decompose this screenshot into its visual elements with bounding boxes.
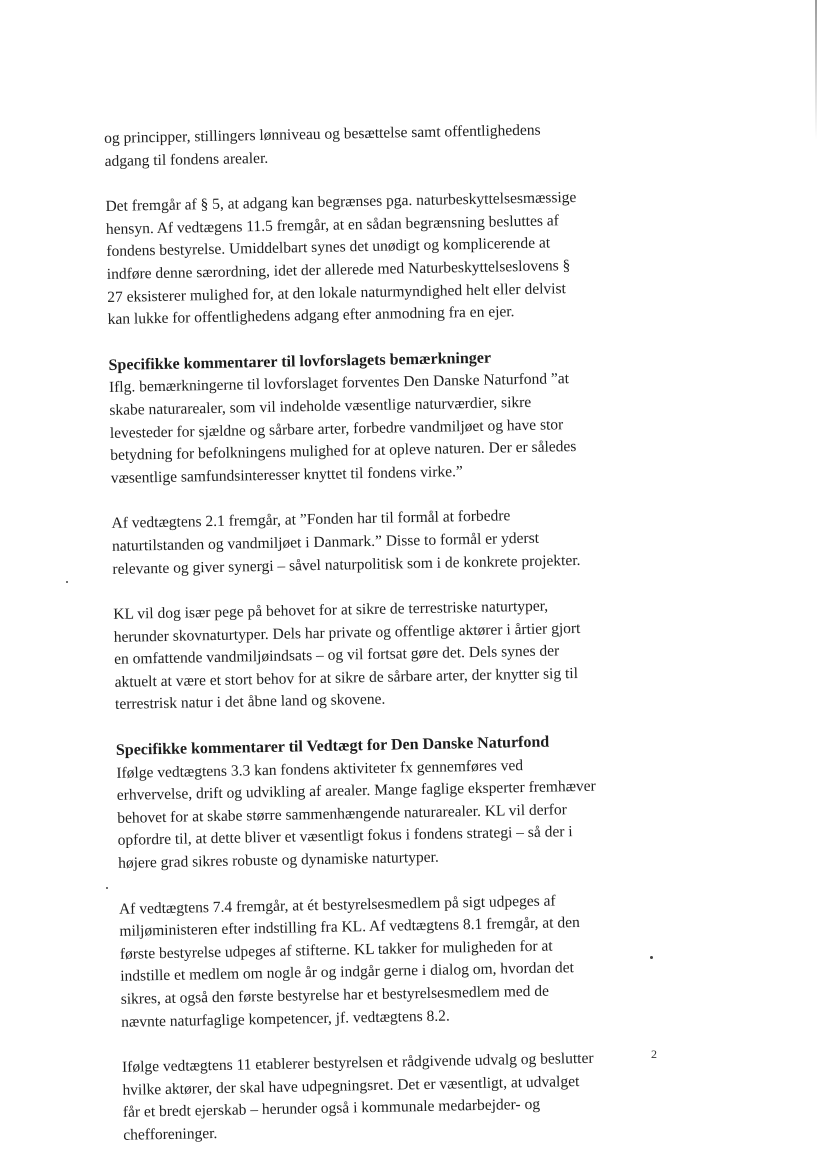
text-line: får et bredt ejerskab – herunder også i kommunale medarbejder- og [122,1096,541,1122]
text-line: KL vil dog især pege på behovet for at sikre de terrestriske naturtyper, [113,597,549,624]
text-line: relevante og giver synergi – såvel naturpolitisk som i de konkrete projekter. [112,551,581,578]
text-line: miljøministeren efter indstilling fra KL. Af vedtægtens 8.1 fremgår, at den [119,914,580,941]
text-line: aktuelt at være et stort behov for at sikre de sårbare arter, der knytter sig til [114,664,579,691]
paragraph-4 [111,503,632,581]
text-line: væsentlige samfundsinteresser knyttet til fondens virke.” [110,462,463,487]
document-page [104,118,644,1170]
text-line: kan lukke for offentlighedens adgang efter anmodning fra en ejer. [107,303,515,329]
scan-speck [650,956,653,959]
text-line: fondens bestyrelse. Umiddelbart synes det unødigt og komplicerende at [106,234,551,261]
section-heading: Specifikke kommentarer til lovforslagets bemærkninger [108,349,492,374]
scan-edge-line [815,0,817,140]
text-line: skabe naturarealer, som vil indeholde væsentlige naturværdier, sikre [109,393,532,419]
text-line: opfordre til, at dette bliver et væsentligt fokus i fondens strategi – så der i [117,823,573,850]
text-line: nævnte naturfaglige kompetencer, jf. vedtægtens 8.2. [121,1007,450,1031]
text-line: Det fremgår af § 5, at adgang kan begrænses pga. naturbeskyttelsesmæssige [105,189,577,216]
text-line: adgang til fondens arealer. [104,149,269,170]
section-heading: Specifikke kommentarer til Vedtægt for Den Danske Naturfond [115,733,550,759]
text-line: højere grad sikres robuste og dynamiske naturtyper. [117,848,439,872]
text-line: 27 eksisterer mulighed for, at den lokale naturmyndighed helt eller delvist [107,279,566,306]
paragraph-8 [122,1047,644,1147]
text-line: hensyn. Af vedtægens 11.5 fremgår, at en sådan begrænsning besluttes af [105,212,559,238]
text-line: levesteder for sjældne og sårbare arter, forbedre vandmiljøet og have stor [109,415,564,442]
paragraph-1 [104,118,625,173]
text-line: Ifølge vedtægtens 11 etablerer bestyrelsen et rådgivende udvalg og beslutter [121,1049,594,1077]
page-number: 2 [651,1047,657,1061]
text-line: og principper, stillingers lønniveau og besættelse samt offentlighedens [104,121,541,147]
text-line: naturtilstanden og vandmiljøet i Danmark.” Disse to formål er yderst [111,529,540,555]
text-line: sikres, at også den første bestyrelse har et bestyrelsesmedlem med de [120,982,550,1008]
text-line: indføre denne særordning, idet der allerede med Naturbeskyttelseslovens § [106,257,571,283]
text-line: herunder skovnaturtyper. Dels har private og offentlige aktører i årtier gjort [113,619,581,646]
text-line: behovet for at skabe større sammenhængende naturarealer. KL vil derfor [117,801,567,827]
paragraph-2 [105,186,628,332]
text-line: en omfattende vandmiljøindsats – og vil fortsat gøre det. Dels synes der [114,642,560,669]
paragraph-7 [119,889,642,1035]
text-line: hvilke aktører, der skal have udpegningsret. Det er væsentligt, at udvalget [122,1072,580,1099]
paragraph-5 [113,594,635,717]
scan-speck [106,887,108,889]
text-line: indstille et medlem om nogle år og indgår gerne i dialog om, hvordan det [120,959,575,986]
scan-speck [66,581,68,583]
section-lovforslag [108,345,631,491]
text-line: terrestrisk natur i det åbne land og skovene. [114,691,386,714]
text-line: Af vedtægtens 7.4 fremgår, at ét bestyrelsesmedlem på sigt udpeges af [118,892,556,918]
text-line: erhvervelse, drift og udvikling af arealer. Mange faglige eksperter fremhæver [116,777,596,805]
section-vedtaegt [116,730,639,876]
text-line: Iflg. bemærkningerne til lovforslaget forventes Den Danske Naturfond ”at [108,370,570,397]
text-line: Ifølge vedtægtens 3.3 kan fondens aktiviteter fx gennemføres ved [116,756,524,782]
text-line: første bestyrelse udpeges af stifterne. KL takker for muligheden for at [119,937,553,963]
text-line: Af vedtægtens 2.1 fremgår, at ”Fonden har til formål at forbedre [111,507,511,533]
text-line: chefforeninger. [123,1124,218,1144]
text-line: betydning for befolkningens mulighed for at opleve naturen. Der er således [110,438,577,465]
